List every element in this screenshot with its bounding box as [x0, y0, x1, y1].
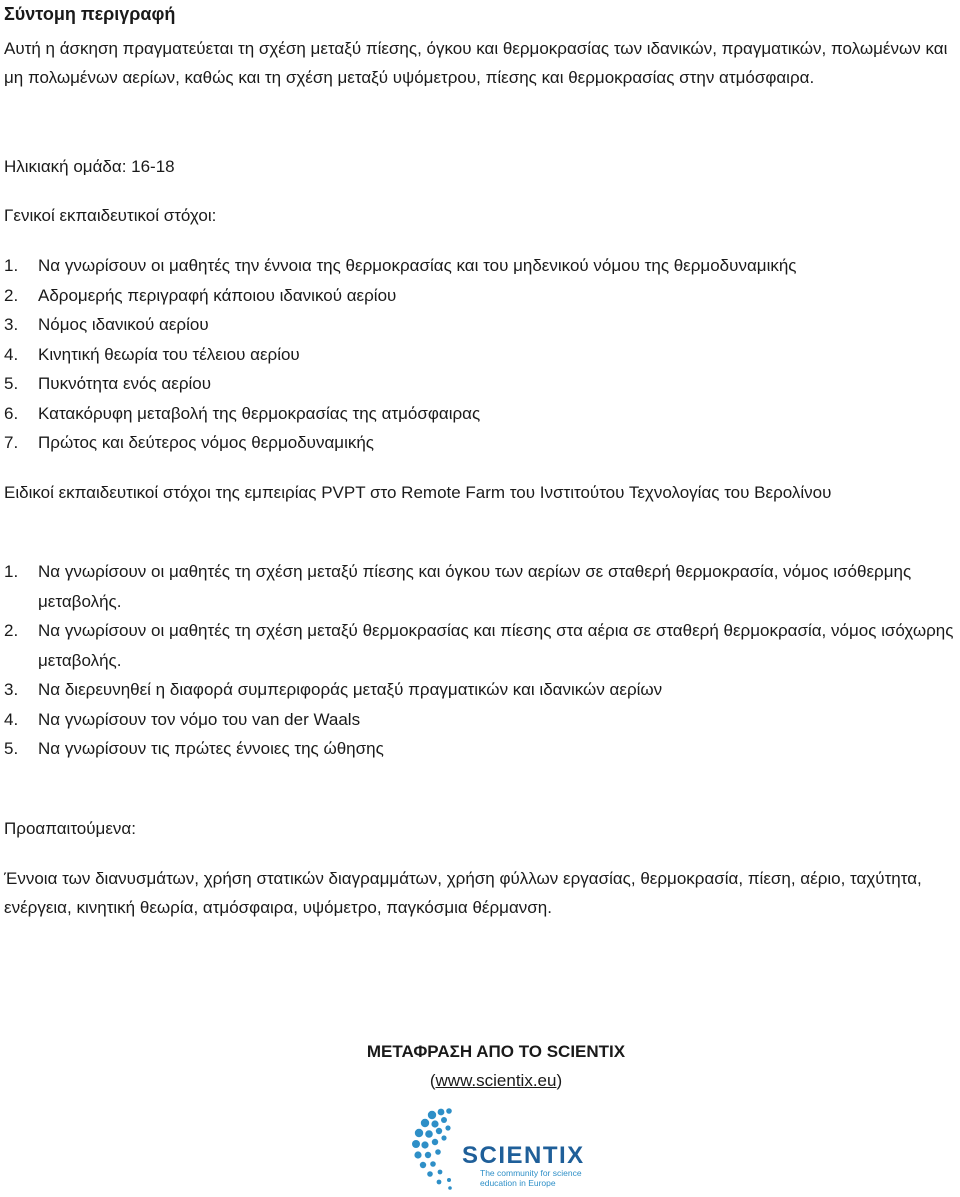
general-goals-list	[4, 251, 958, 458]
prerequisites-label: Προαπαιτούμενα:	[4, 819, 136, 838]
list-item: 1. Να γνωρίσουν οι μαθητές την έννοια της θερμοκρασίας και του μηδενικού νόμου της θερμοδυναμικής	[4, 256, 797, 275]
website-line: (www.scientix.eu)	[429, 1071, 563, 1090]
list-item: 5. Πυκνότητα ενός αερίου	[4, 374, 212, 393]
list-item: 5. Να γνωρίσουν τις πρώτες έννοιες της ώθησης	[4, 739, 384, 758]
list-item: 2. Να γνωρίσουν οι μαθητές τη σχέση μεταξύ θερμοκρασίας και πίεσης στα αέρια σε σταθερή θερμοκρασία, νόμος ισόχωρης μεταβολής.	[4, 621, 954, 670]
list-item: 4. Κινητική θεωρία του τέλειου αερίου	[4, 344, 300, 364]
logo-wordmark: SCIENTIX	[462, 1142, 585, 1169]
section-heading: Σύντομη περιγραφή	[4, 4, 176, 24]
list-item: 3. Να διερευνηθεί η διαφορά συμπεριφοράς μεταξύ πραγματικών και ιδανικών αερίων	[4, 680, 663, 699]
list-item: 3. Νόμος ιδανικού αερίου	[4, 315, 209, 334]
scientix-logo	[410, 1105, 600, 1193]
intro-paragraph: Αυτή η άσκηση πραγματεύεται τη σχέση μεταξύ πίεσης, όγκου και θερμοκρασίας των ιδανικών, πραγματικών, πολωμένων και μη πολωμένων αερίων, καθώς και τη σχέση μεταξύ υψόμετρου, πίεσης και θερμοκρασίας στην ατμόσφαιρα.	[4, 39, 948, 87]
logo-tagline-1: The community for science	[480, 1168, 582, 1178]
list-item: 2. Αδρομερής περιγραφή κάποιου ιδανικού αερίου	[4, 285, 397, 305]
list-item: 1. Να γνωρίσουν οι μαθητές τη σχέση μεταξύ πίεσης και όγκου των αερίων σε σταθερή θερμοκρασία, νόμος ισόθερμης μεταβολής.	[4, 562, 912, 611]
general-goals-label: Γενικοί εκπαιδευτικοί στόχοι:	[4, 206, 217, 225]
prerequisites-text: Έννοια των διανυσμάτων, χρήση στατικών διαγραμμάτων, χρήση φύλλων εργασίας, θερμοκρασία, πίεση, αέριο, ταχύτητα, ενέργεια, κινητική θεωρία, ατμόσφαιρα, υψόμετρο, παγκόσμια θέρμανση.	[4, 869, 922, 917]
specific-goals-label: Ειδικοί εκπαιδευτικοί στόχοι της εμπειρίας PVPT στο Remote Farm του Ινστιτούτου Τεχνολογίας του Βερολίνου	[4, 483, 832, 502]
logo-tagline-2: education in Europe	[480, 1178, 556, 1188]
list-item: 4. Να γνωρίσουν τον νόμο του van der Waals	[4, 709, 361, 729]
translation-credit: ΜΕΤΑΦΡΑΣΗ ΑΠΟ ΤΟ SCIENTIX	[366, 1042, 626, 1061]
list-item: 7. Πρώτος και δεύτερος νόμος θερμοδυναμικής	[4, 433, 374, 452]
specific-goals-list	[4, 557, 958, 764]
age-group: Ηλικιακή ομάδα: 16-18	[4, 157, 175, 176]
list-item: 6. Κατακόρυφη μεταβολή της θερμοκρασίας της ατμόσφαιρας	[4, 403, 481, 423]
website-link[interactable]: www.scientix.eu	[435, 1071, 557, 1090]
